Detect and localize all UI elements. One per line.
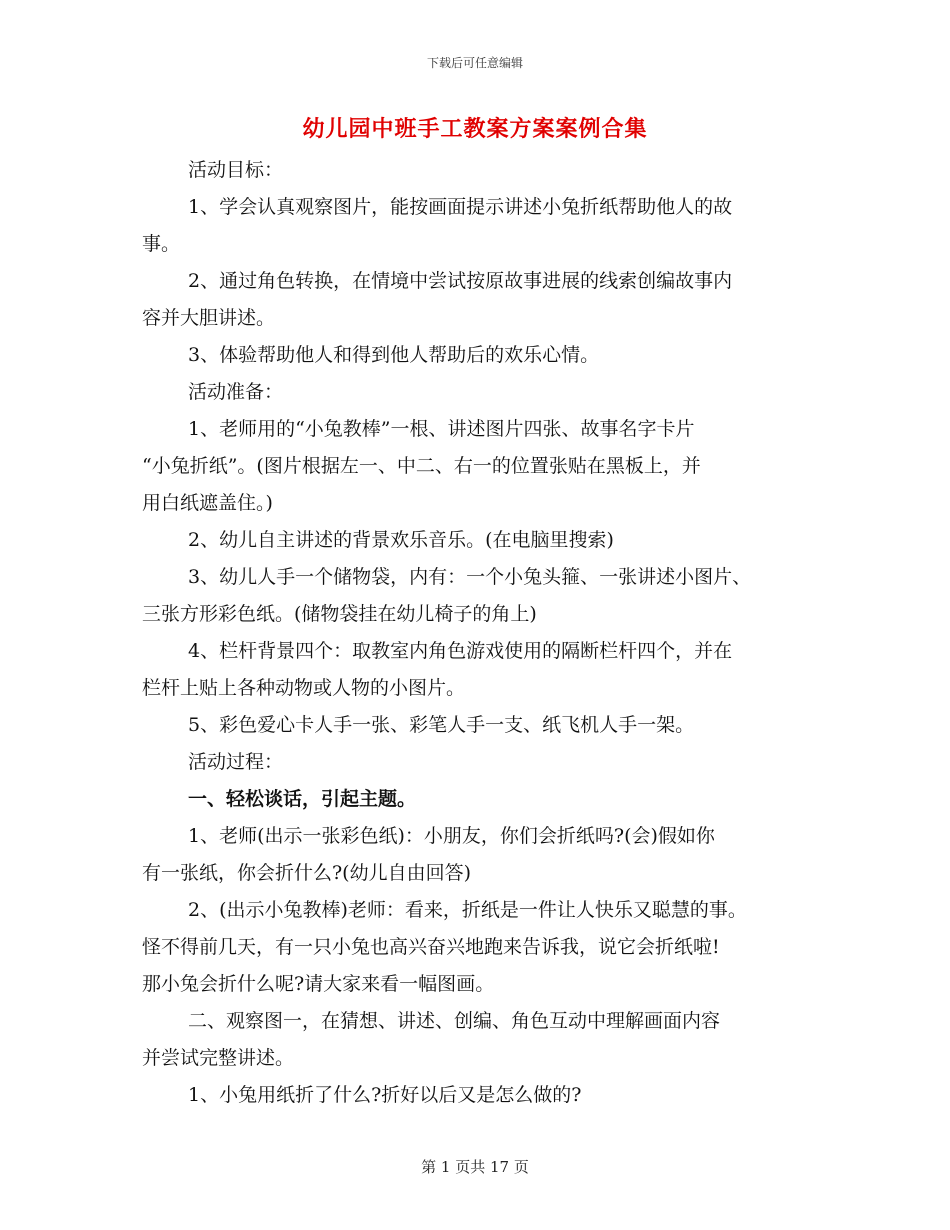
section-heading-process: 活动过程： — [188, 751, 284, 773]
paragraph-line: 二、观察图一，在猜想、讲述、创编、角色互动中理解画面内容 — [188, 1010, 721, 1032]
document-title: 幼儿园中班手工教案方案案例合集 — [302, 116, 648, 142]
paragraph-line: 三张方形彩色纸。(储物袋挂在幼儿椅子的角上) — [142, 603, 537, 625]
page-footer: 第 1 页共 17 页 — [421, 1158, 529, 1176]
paragraph-line: 有一张纸，你会折什么?(幼儿自由回答) — [142, 862, 472, 884]
header-note: 下载后可任意编辑 — [426, 56, 523, 70]
paragraph-line: 2、幼儿自主讲述的背景欢乐音乐。(在电脑里搜索) — [188, 529, 614, 551]
paragraph-line: 怪不得前几天，有一只小兔也高兴奋兴地跑来告诉我，说它会折纸啦! — [142, 936, 720, 958]
paragraph-line: 栏杆上贴上各种动物或人物的小图片。 — [142, 677, 466, 699]
paragraph-line: 1、学会认真观察图片，能按画面提示讲述小兔折纸帮助他人的故 — [188, 196, 733, 218]
paragraph-line: 1、老师用的“小兔教棒”一根、讲述图片四张、故事名字卡片 — [188, 418, 695, 440]
paragraph-line: 5、彩色爱心卡人手一张、彩笔人手一支、纸飞机人手一架。 — [188, 714, 695, 736]
paragraph-line: 并尝试完整讲述。 — [142, 1047, 295, 1069]
paragraph-line: 容并大胆讲述。 — [142, 307, 276, 329]
paragraph-line: 那小兔会折什么呢?请大家来看一幅图画。 — [142, 973, 495, 995]
paragraph-line: 3、体验帮助他人和得到他人帮助后的欢乐心情。 — [188, 344, 600, 366]
paragraph-line: 2、通过角色转换，在情境中尝试按原故事进展的线索创编故事内 — [188, 270, 733, 292]
paragraph-line: 用白纸遮盖住。) — [142, 492, 273, 514]
paragraph-line: 1、老师(出示一张彩色纸)：小朋友，你们会折纸吗?(会)假如你 — [188, 825, 715, 847]
paragraph-line: “小兔折纸”。(图片根据左一、中二、右一的位置张贴在黑板上，并 — [142, 455, 701, 477]
paragraph-line: 2、(出示小兔教棒)老师：看来，折纸是一件让人快乐又聪慧的事。 — [188, 899, 747, 921]
section-heading-preparation: 活动准备： — [188, 381, 284, 403]
paragraph-line: 4、栏杆背景四个：取教室内角色游戏使用的隔断栏杆四个，并在 — [188, 640, 733, 662]
subheading-bold: 一、轻松谈话，引起主题。 — [188, 788, 417, 810]
paragraph-line: 事。 — [142, 233, 181, 255]
section-heading-goals: 活动目标： — [188, 159, 284, 181]
paragraph-line: 3、幼儿人手一个储物袋，内有：一个小兔头箍、一张讲述小图片、 — [188, 566, 752, 588]
document-body — [142, 152, 812, 1114]
paragraph-line: 1、小兔用纸折了什么?折好以后又是怎么做的? — [188, 1084, 582, 1106]
